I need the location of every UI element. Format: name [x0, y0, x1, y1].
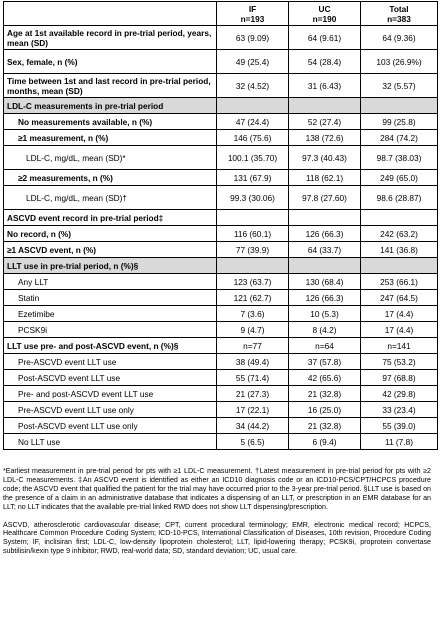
row-label: Any LLT [4, 274, 217, 290]
cell-total: 253 (66.1) [361, 274, 438, 290]
cell-uc: 64 (9.61) [289, 26, 361, 50]
cell-if: 100.1 (35.70) [217, 146, 289, 170]
row-label: No record, n (%) [4, 226, 217, 242]
row-label: PCSK9i [4, 322, 217, 338]
table-row [4, 50, 438, 74]
cell-if: 146 (75.6) [217, 130, 289, 146]
table-row [4, 274, 438, 290]
table-row [4, 386, 438, 402]
cell-total: 32 (5.57) [361, 74, 438, 98]
section-row [4, 210, 438, 226]
cell-total: n=141 [361, 338, 438, 354]
table-row [4, 434, 438, 450]
row-label: Ezetimibe [4, 306, 217, 322]
table-row [4, 402, 438, 418]
cell-if: 77 (39.9) [217, 242, 289, 258]
header-uc: UC n=190 [289, 2, 361, 26]
cell-total: 11 (7.8) [361, 434, 438, 450]
table-row [4, 306, 438, 322]
section-blank [217, 258, 289, 274]
cell-if: n=77 [217, 338, 289, 354]
footnote-abbreviations: ASCVD, atherosclerotic cardiovascular disease; CPT, current procedural terminology; EMR, electronic medical record; HCPCS, Healthcare Common Procedure Coding System; ICD-10-PCS, International Classification of Diseases, 10th revision, Procedure Coding System; IF, inclisiran first; LDL-C, low-density lipoprotein cholesterol; LLT, lipid-lowering therapy; PCSK9i, proprotein convertase subtilisin/kexin type 9 inhibitor; RWD, real-world data; SD, standard deviation; UC, usual care. [3, 520, 431, 556]
cell-total: 247 (64.5) [361, 290, 438, 306]
cell-if: 55 (71.4) [217, 370, 289, 386]
cell-if: 38 (49.4) [217, 354, 289, 370]
cell-total: 103 (26.9%) [361, 50, 438, 74]
footnote-definitions: *Earliest measurement in pre-trial period for pts with ≥1 LDL-C measurement. †Latest measurement in pre-trial period for pts with ≥2 LDL-C measurements. ‡An ASCVD event is identified as either an ICD10 diagnosis code or an ICD10-PCS/CPT/HCPCS procedure code; the ASCVD event that qualified the patient for the trial may have occurred prior to the 3-year pre-trial period. §LLT use is based on the presence of a claim in an administrative database that indicates a dispensing of an LLT, or prescription in an EMR database for an LLT; no LLT indicates that the available pre-trial linked RWD does not show LLT dispensing/prescription. [3, 467, 431, 511]
cell-total: 33 (23.4) [361, 402, 438, 418]
section-blank [361, 258, 438, 274]
cell-if: 116 (60.1) [217, 226, 289, 242]
section-blank [217, 98, 289, 114]
section-label: LDL-C measurements in pre-trial period [4, 98, 217, 114]
cell-total: 141 (36.8) [361, 242, 438, 258]
table-row [4, 322, 438, 338]
cell-if: 32 (4.52) [217, 74, 289, 98]
cell-total: 99 (25.8) [361, 114, 438, 130]
cell-total: 97 (68.8) [361, 370, 438, 386]
row-label: No measurements available, n (%) [4, 114, 217, 130]
cell-uc: 54 (28.4) [289, 50, 361, 74]
row-label: Age at 1st available record in pre-trial period, years, mean (SD) [4, 26, 217, 50]
cell-if: 121 (62.7) [217, 290, 289, 306]
cell-if: 49 (25.4) [217, 50, 289, 74]
header-total: Total n=383 [361, 2, 438, 26]
row-label: Statin [4, 290, 217, 306]
section-row [4, 98, 438, 114]
table-row [4, 170, 438, 186]
cell-uc: 6 (9.4) [289, 434, 361, 450]
row-label: No LLT use [4, 434, 217, 450]
row-label: LDL-C, mg/dL, mean (SD)* [4, 146, 217, 170]
table-row [4, 418, 438, 434]
table-row [4, 338, 438, 354]
cell-uc: 21 (32.8) [289, 386, 361, 402]
table-header-row [4, 2, 438, 26]
row-label: ≥2 measurements, n (%) [4, 170, 217, 186]
table-row [4, 370, 438, 386]
cell-uc: n=64 [289, 338, 361, 354]
table-row [4, 26, 438, 50]
row-label: Pre-ASCVD event LLT use [4, 354, 217, 370]
table-row [4, 186, 438, 210]
row-label: Pre- and post-ASCVD event LLT use [4, 386, 217, 402]
cell-uc: 97.3 (40.43) [289, 146, 361, 170]
row-label: LDL-C, mg/dL, mean (SD)† [4, 186, 217, 210]
cell-uc: 126 (66.3) [289, 226, 361, 242]
cell-total: 249 (65.0) [361, 170, 438, 186]
cell-uc: 130 (68.4) [289, 274, 361, 290]
cell-uc: 52 (27.4) [289, 114, 361, 130]
cell-if: 131 (67.9) [217, 170, 289, 186]
cell-uc: 126 (66.3) [289, 290, 361, 306]
row-label: Time between 1st and last record in pre-trial period, months, mean (SD) [4, 74, 217, 98]
row-label: Pre-ASCVD event LLT use only [4, 402, 217, 418]
cell-if: 123 (63.7) [217, 274, 289, 290]
cell-total: 55 (39.0) [361, 418, 438, 434]
cell-uc: 64 (33.7) [289, 242, 361, 258]
table-row [4, 130, 438, 146]
section-blank [361, 210, 438, 226]
section-blank [361, 98, 438, 114]
row-label: LLT use pre- and post-ASCVD event, n (%)§ [4, 338, 217, 354]
row-label: Post-ASCVD event LLT use only [4, 418, 217, 434]
table-row [4, 354, 438, 370]
table-row [4, 74, 438, 98]
cell-if: 34 (44.2) [217, 418, 289, 434]
row-label: Sex, female, n (%) [4, 50, 217, 74]
cell-uc: 8 (4.2) [289, 322, 361, 338]
cell-uc: 21 (32.8) [289, 418, 361, 434]
section-blank [289, 258, 361, 274]
cell-uc: 31 (6.43) [289, 74, 361, 98]
cell-if: 17 (22.1) [217, 402, 289, 418]
header-if: IF n=193 [217, 2, 289, 26]
cell-if: 9 (4.7) [217, 322, 289, 338]
header-blank-cell [4, 2, 217, 26]
cell-total: 242 (63.2) [361, 226, 438, 242]
cell-uc: 37 (57.8) [289, 354, 361, 370]
cell-total: 98.6 (28.87) [361, 186, 438, 210]
baseline-characteristics-table [3, 1, 438, 450]
cell-if: 99.3 (30.06) [217, 186, 289, 210]
cell-total: 75 (53.2) [361, 354, 438, 370]
cell-uc: 97.8 (27.60) [289, 186, 361, 210]
cell-if: 63 (9.09) [217, 26, 289, 50]
cell-total: 17 (4.4) [361, 322, 438, 338]
cell-total: 17 (4.4) [361, 306, 438, 322]
cell-uc: 138 (72.6) [289, 130, 361, 146]
table-row [4, 114, 438, 130]
section-label: ASCVD event record in pre-trial period‡ [4, 210, 217, 226]
table-row [4, 146, 438, 170]
section-blank [289, 98, 361, 114]
cell-if: 5 (6.5) [217, 434, 289, 450]
section-blank [217, 210, 289, 226]
cell-if: 21 (27.3) [217, 386, 289, 402]
row-label: ≥1 ASCVD event, n (%) [4, 242, 217, 258]
section-blank [289, 210, 361, 226]
cell-total: 64 (9.36) [361, 26, 438, 50]
table-row [4, 226, 438, 242]
row-label: Post-ASCVD event LLT use [4, 370, 217, 386]
cell-if: 7 (3.6) [217, 306, 289, 322]
section-row [4, 258, 438, 274]
table-row [4, 242, 438, 258]
cell-uc: 10 (5.3) [289, 306, 361, 322]
cell-total: 98.7 (38.03) [361, 146, 438, 170]
table-row [4, 290, 438, 306]
cell-if: 47 (24.4) [217, 114, 289, 130]
cell-uc: 16 (25.0) [289, 402, 361, 418]
row-label: ≥1 measurement, n (%) [4, 130, 217, 146]
section-label: LLT use in pre-trial period, n (%)§ [4, 258, 217, 274]
cell-uc: 118 (62.1) [289, 170, 361, 186]
cell-total: 42 (29.8) [361, 386, 438, 402]
cell-total: 284 (74.2) [361, 130, 438, 146]
cell-uc: 42 (65.6) [289, 370, 361, 386]
